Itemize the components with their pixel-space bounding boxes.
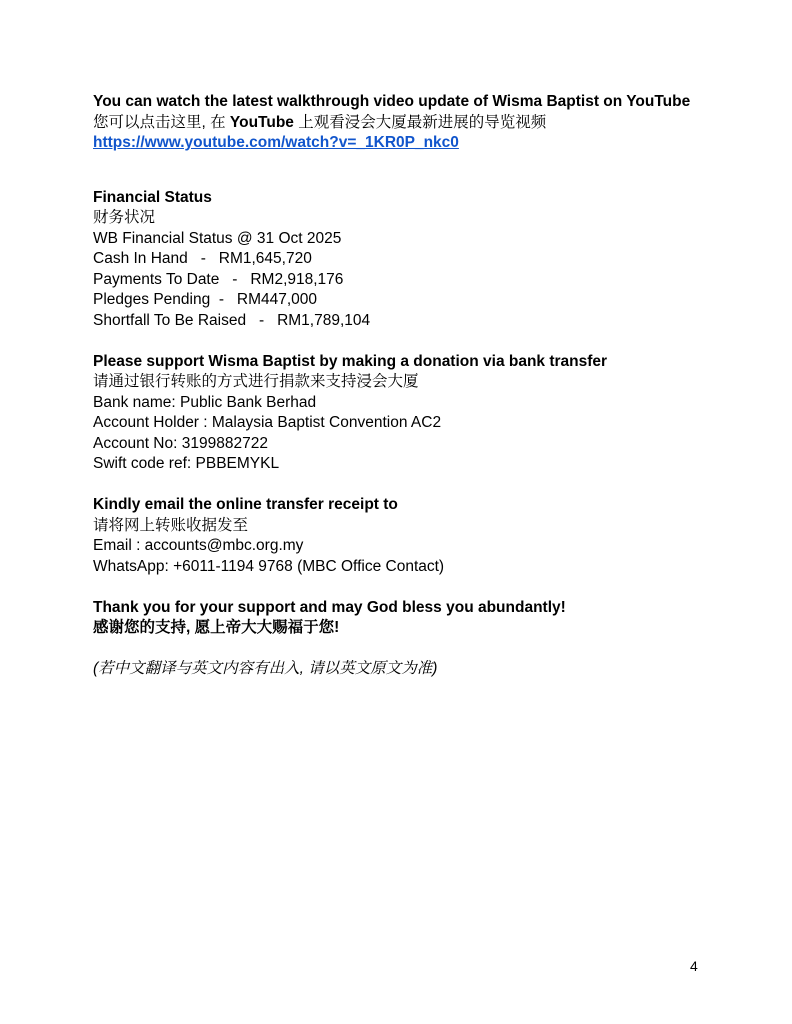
financial-heading-chinese: 财务状况 <box>93 209 156 226</box>
account-number-line: Account No: 3199882722 <box>93 434 268 452</box>
thanks-heading: Thank you for your support and may God bless you abundantly! <box>93 598 566 616</box>
video-heading-chinese <box>93 113 733 134</box>
financial-section <box>93 188 733 332</box>
account-holder-line: Account Holder : Malaysia Baptist Convention AC2 <box>93 414 442 431</box>
bank-name-line: Bank name: Public Bank Berhad <box>93 393 317 411</box>
spacer <box>93 154 733 188</box>
video-chinese-youtube: YouTube <box>229 113 294 131</box>
spacer <box>93 331 733 352</box>
thanks-heading-chinese: 感谢您的支持, 愿上帝大大赐福于您! <box>93 619 340 636</box>
email-line: Email : accounts@mbc.org.my <box>93 537 304 554</box>
receipt-section <box>93 495 733 577</box>
video-chinese-post: 上观看浸会大厦最新进展的导览视频 <box>293 113 547 131</box>
whatsapp-line: WhatsApp: +6011-1194 9768 (MBC Office Contact) <box>93 557 445 575</box>
video-chinese-pre: 您可以点击这里, 在 <box>93 113 230 131</box>
cash-in-hand-line: Cash In Hand - RM1,645,720 <box>93 250 312 267</box>
pledges-pending-line: Pledges Pending - RM447,000 <box>93 291 318 308</box>
shortfall-line: Shortfall To Be Raised - RM1,789,104 <box>93 311 371 329</box>
page-number: 4 <box>690 958 698 974</box>
translation-note: (若中文翻译与英文内容有出入, 请以英文原文为准) <box>93 660 438 677</box>
video-section <box>93 92 733 154</box>
financial-heading: Financial Status <box>93 188 212 206</box>
receipt-heading: Kindly email the online transfer receipt to <box>93 496 398 513</box>
donation-heading-chinese: 请通过银行转账的方式进行捐款来支持浸会大厦 <box>93 373 419 390</box>
spacer <box>93 475 733 496</box>
spacer <box>93 577 733 598</box>
financial-status-line: WB Financial Status @ 31 Oct 2025 <box>93 229 342 247</box>
receipt-heading-chinese: 请将网上转账收据发至 <box>93 516 249 534</box>
donation-section <box>93 352 733 475</box>
youtube-link[interactable]: https://www.youtube.com/watch?v=_1KR0P_nkc0 <box>93 134 459 151</box>
payments-to-date-line: Payments To Date - RM2,918,176 <box>93 270 344 288</box>
document-page <box>93 92 733 680</box>
swift-code-line: Swift code ref: PBBEMYKL <box>93 455 280 472</box>
video-heading: You can watch the latest walkthrough video update of Wisma Baptist on YouTube <box>93 93 691 110</box>
thanks-section <box>93 598 733 639</box>
spacer <box>93 639 733 660</box>
donation-heading: Please support Wisma Baptist by making a donation via bank transfer <box>93 352 608 370</box>
